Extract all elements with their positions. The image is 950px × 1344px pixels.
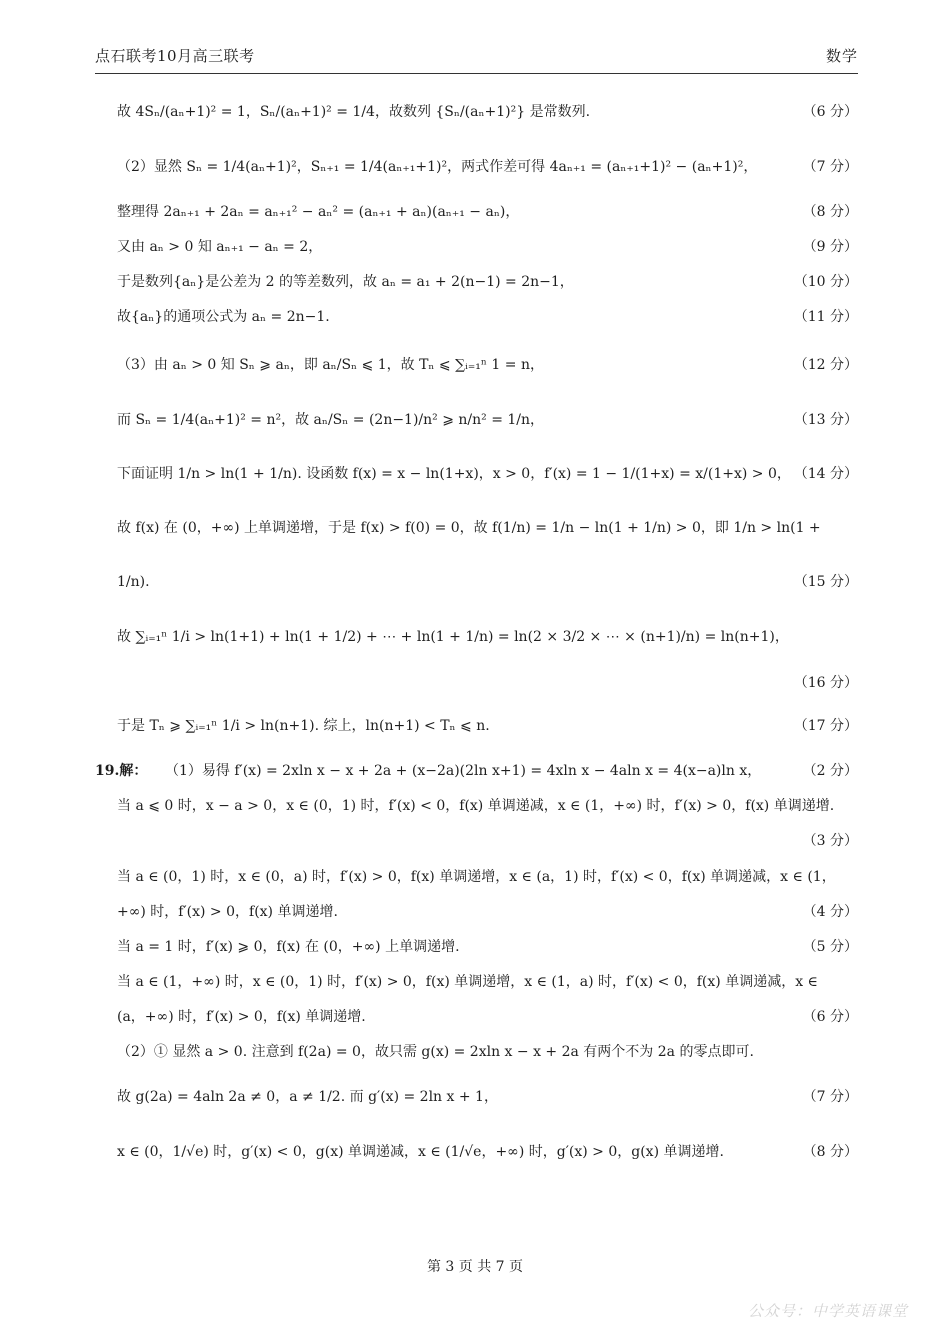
solution-line-22 (117, 1007, 858, 1027)
solution-line-14 (117, 716, 858, 736)
line-text: 下面证明 1/n > ln(1 + 1/n). 设函数 f(x) = x − ln(1+x)，x > 0，f′(x) = 1 − 1/(1+x) = x/(1+x) > 0， (117, 466, 791, 482)
question-19-label (95, 761, 147, 781)
solution-line-16 (117, 796, 858, 816)
solution-line-19 (117, 902, 858, 922)
line-text: 于是 Tₙ ⩾ ∑ᵢ₌₁ⁿ 1/i > ln(n+1). 综上，ln(n+1) < Tₙ ⩽ n. (117, 718, 490, 734)
solution-line-18 (117, 867, 858, 887)
line-text: 故 g(2a) = 4aln 2a ≠ 0，a ≠ 1/2. 而 g′(x) = 2ln x + 1， (117, 1089, 498, 1105)
score-label: （7 分） (802, 1089, 858, 1105)
line-text: x ∈ (0，1/√e) 时，g′(x) < 0，g(x) 单调递减，x ∈ (1/√e，+∞) 时，g′(x) > 0，g(x) 单调递增. (117, 1144, 724, 1160)
line-text: （2）显然 Sₙ = 1/4(aₙ+1)²，Sₙ₊₁ = 1/4(aₙ₊₁+1)²，两式作差可得 4aₙ₊₁ = (aₙ₊₁+1)² − (aₙ+1)²， (117, 159, 758, 175)
line-text: 当 a = 1 时，f′(x) ⩾ 0，f(x) 在 (0，+∞) 上单调递增. (117, 939, 460, 955)
solution-line-12 (117, 627, 858, 647)
question-number: 19. (95, 763, 120, 779)
solution-line-2 (117, 157, 858, 177)
score-label: （9 分） (802, 239, 858, 255)
line-text: (a，+∞) 时，f′(x) > 0，f(x) 单调递增. (117, 1009, 366, 1025)
solution-line-4 (117, 237, 858, 257)
solution-line-8 (117, 410, 858, 430)
solution-line-6 (117, 307, 858, 327)
page-footer: 第 3 页 共 7 页 (426, 1259, 524, 1275)
solution-line-25 (117, 1142, 858, 1162)
line-text: 于是数列{aₙ}是公差为 2 的等差数列，故 aₙ = a₁ + 2(n−1) = 2n−1， (117, 274, 574, 290)
solution-line-23 (117, 1042, 858, 1062)
line-text: 而 Sₙ = 1/4(aₙ+1)² = n²，故 aₙ/Sₙ = (2n−1)/n² ⩾ n/n² = 1/n， (117, 412, 545, 428)
score-label: （11 分） (793, 309, 858, 325)
solution-line-11 (117, 572, 858, 592)
solution-line-21 (117, 972, 858, 992)
score-label: （12 分） (793, 357, 858, 373)
line-text: 当 a ∈ (1，+∞) 时，x ∈ (0，1) 时，f′(x) > 0，f(x) 单调递增，x ∈ (1，a) 时，f′(x) < 0，f(x) 单调递减，x ∈ (117, 974, 818, 990)
score-label: （8 分） (802, 1144, 858, 1160)
line-text: 又由 aₙ > 0 知 aₙ₊₁ − aₙ = 2， (117, 239, 323, 255)
score-label: （15 分） (793, 574, 858, 590)
score-label: （7 分） (802, 159, 858, 175)
line-text: 整理得 2aₙ₊₁ + 2aₙ = aₙ₊₁² − aₙ² = (aₙ₊₁ + aₙ)(aₙ₊₁ − aₙ)， (117, 204, 520, 220)
header-title: 点石联考10月高三联考 (95, 47, 255, 65)
line-text: 故 f(x) 在 (0，+∞) 上单调递增，于是 f(x) > f(0) = 0，故 f(1/n) = 1/n − ln(1 + 1/n) > 0，即 1/n > ln(1 + (117, 520, 821, 536)
solution-label: 解： (119, 763, 148, 779)
solution-line-24 (117, 1087, 858, 1107)
line-text: （2）① 显然 a > 0. 注意到 f(2a) = 0，故只需 g(x) = 2xln x − x + 2a 有两个不为 2a 的零点即可. (117, 1044, 754, 1060)
line-text: 当 a ⩽ 0 时，x − a > 0，x ∈ (0，1) 时，f′(x) < 0，f(x) 单调递减，x ∈ (1，+∞) 时，f′(x) > 0，f(x) 单调递增. (117, 798, 835, 814)
line-text: （3）由 aₙ > 0 知 Sₙ ⩾ aₙ，即 aₙ/Sₙ ⩽ 1，故 Tₙ ⩽ ∑ᵢ₌₁ⁿ 1 = n， (117, 357, 544, 373)
solution-line-9 (117, 464, 858, 484)
score-label: （16 分） (793, 675, 858, 691)
score-label: （8 分） (802, 204, 858, 220)
watermark: 公众号：中学英语课堂 (747, 1302, 908, 1320)
line-text: 故 ∑ᵢ₌₁ⁿ 1/i > ln(1+1) + ln(1 + 1/2) + ⋯ + ln(1 + 1/n) = ln(2 × 3/2 × ⋯ × (n+1)/n) = ln(n+1)， (117, 629, 789, 645)
solution-line-1 (117, 102, 858, 122)
line-text: 1/n). (117, 574, 150, 590)
score-label: （10 分） (793, 274, 858, 290)
score-label: （14 分） (793, 466, 858, 482)
line-text: （1）易得 f′(x) = 2xln x − x + 2a + (x−2a)(2ln x+1) = 4xln x − 4aln x = 4(x−a)ln x， (165, 763, 762, 779)
score-label: （17 分） (793, 718, 858, 734)
score-label: （4 分） (802, 904, 858, 920)
solution-line-15 (165, 761, 858, 781)
header-rule (95, 73, 858, 74)
solution-line-20 (117, 937, 858, 957)
score-label: （3 分） (802, 833, 858, 849)
line-text: 故{aₙ}的通项公式为 aₙ = 2n−1. (117, 309, 330, 325)
solution-line-3 (117, 202, 858, 222)
solution-line-10 (117, 518, 858, 538)
score-label: （6 分） (802, 1009, 858, 1025)
solution-line-5 (117, 272, 858, 292)
line-text: 当 a ∈ (0，1) 时，x ∈ (0，a) 时，f′(x) > 0，f(x) 单调递增，x ∈ (a，1) 时，f′(x) < 0，f(x) 单调递减，x ∈ (1， (117, 869, 836, 885)
solution-line-7 (117, 355, 858, 375)
score-label: （13 分） (793, 412, 858, 428)
score-label: （5 分） (802, 939, 858, 955)
line-text: 故 4Sₙ/(aₙ+1)² = 1，Sₙ/(aₙ+1)² = 1/4，故数列 {Sₙ/(aₙ+1)²} 是常数列. (117, 104, 591, 120)
score-label: （6 分） (802, 104, 858, 120)
score-label: （2 分） (802, 763, 858, 779)
header-subject: 数学 (825, 47, 858, 65)
line-text: +∞) 时，f′(x) > 0，f(x) 单调递增. (117, 904, 338, 920)
